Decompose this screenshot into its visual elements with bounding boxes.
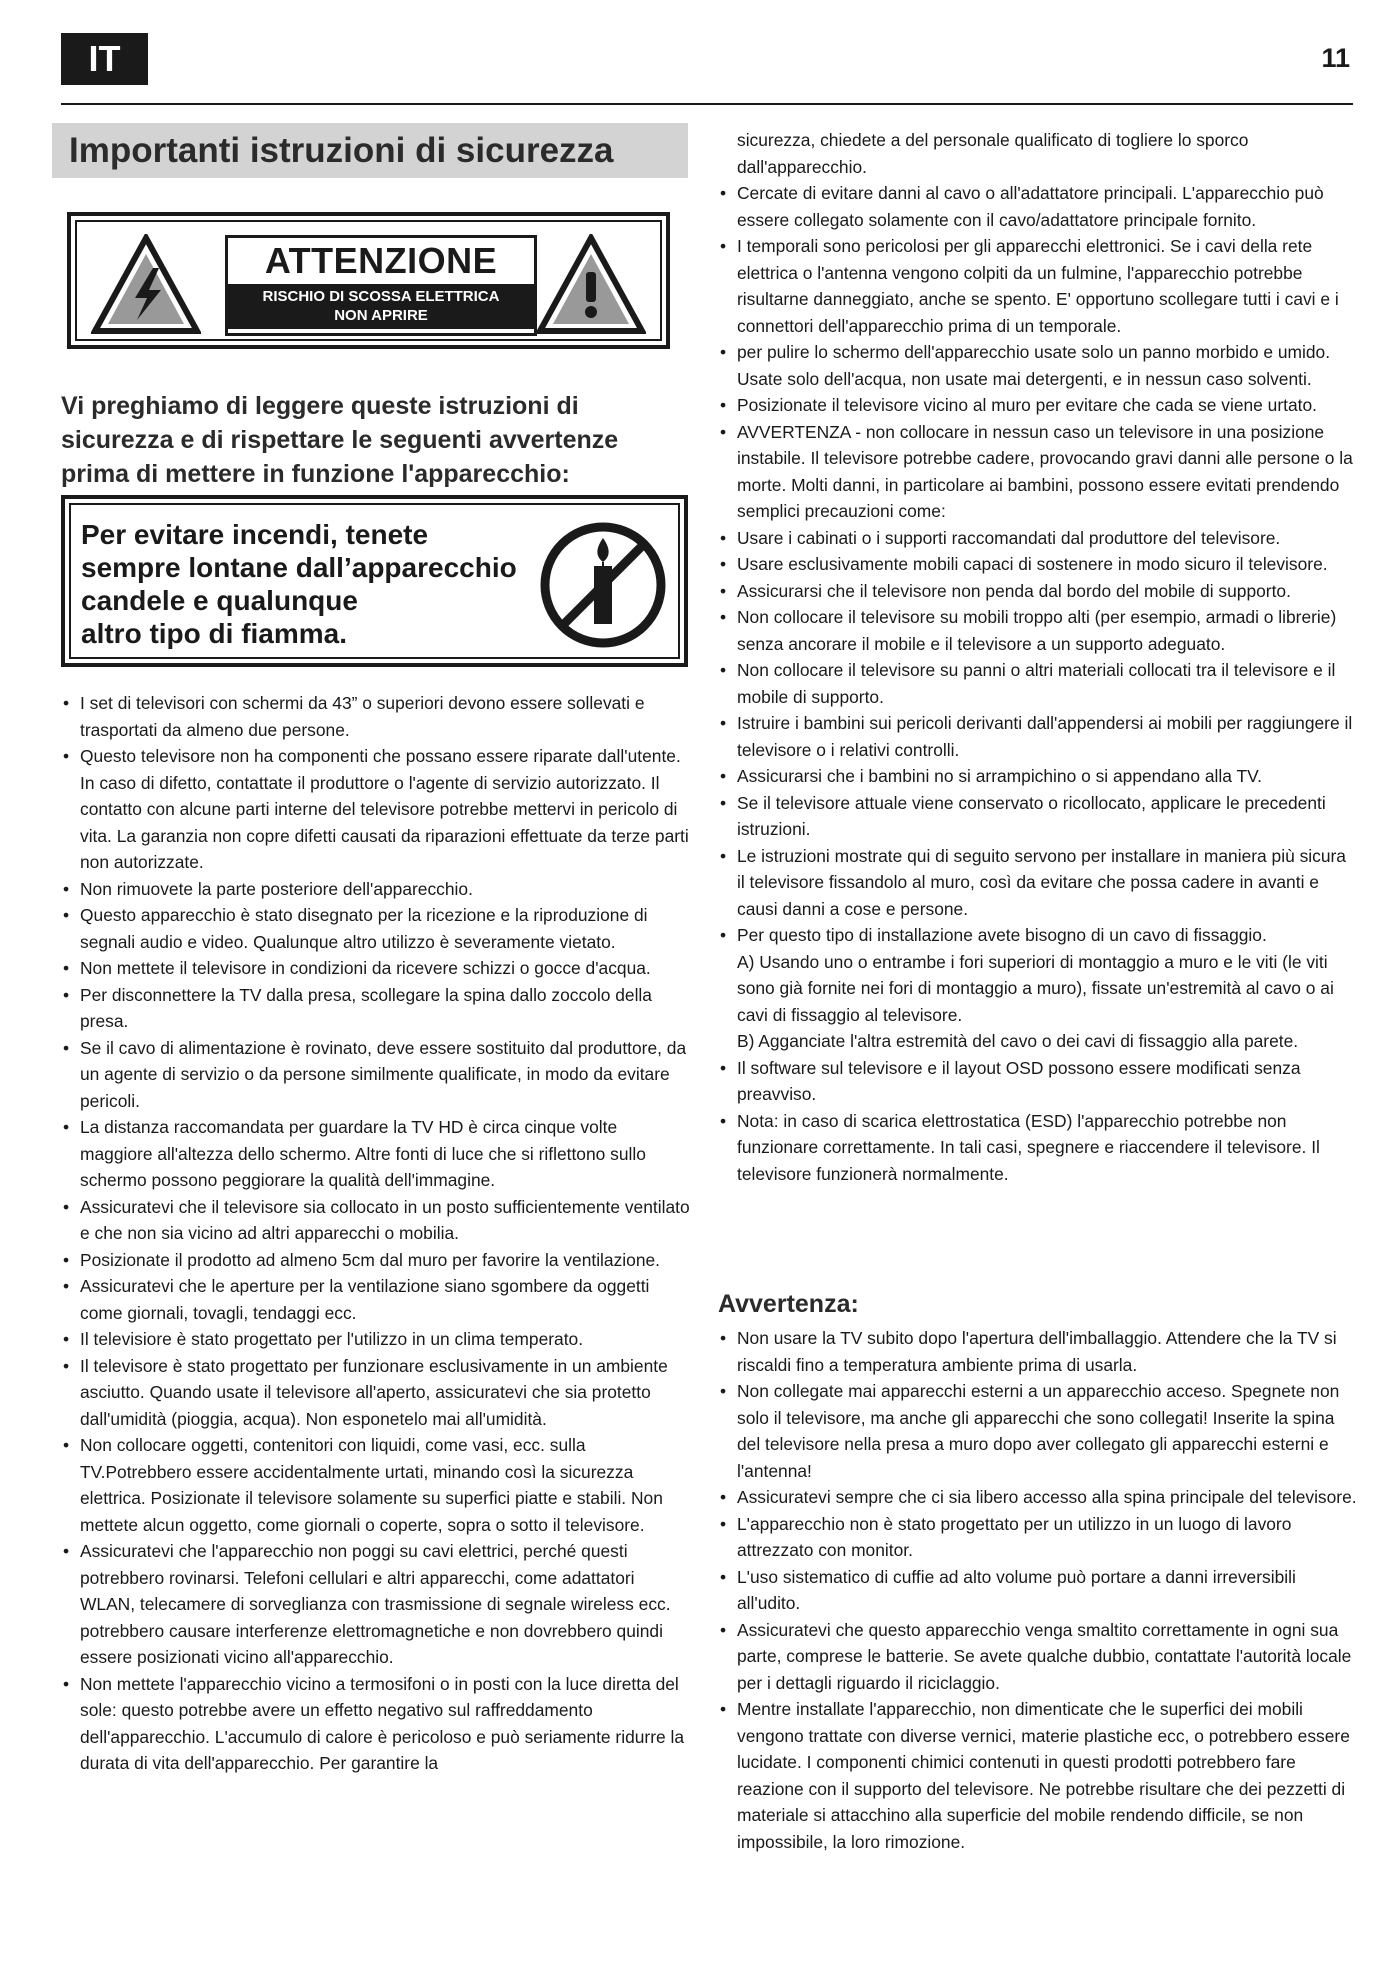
list-item: • Assicuratevi sempre che ci sia libero accesso alla spina principale del televisore. <box>718 1484 1358 1511</box>
fire-warning-box <box>61 495 688 667</box>
list-item: • Se il cavo di alimentazione è rovinato, deve essere sostituito dal produttore, da un agente di servizio o da persone similmente qualificate, in modo da evitare pericoli. <box>61 1035 691 1115</box>
install-step-b: B) Agganciate l'altra estremità del cavo o dei cavi di fissaggio alla parete. <box>737 1031 1299 1051</box>
fire-line: candele e qualunque <box>81 585 358 616</box>
language-tag: IT <box>61 33 148 85</box>
list-item: • Usare esclusivamente mobili capaci di sostenere in modo sicuro il televisore. <box>718 551 1358 578</box>
list-item: • Non mettete il televisore in condizioni da ricevere schizzi o gocce d'acqua. <box>61 955 691 982</box>
fire-line: Per evitare incendi, tenete <box>81 519 429 550</box>
fire-line: sempre lontane dall’apparecchio <box>81 552 517 583</box>
warning-subtext <box>228 284 534 329</box>
list-item: • Questo apparecchio è stato disegnato per la ricezione e la riproduzione di segnali audio e video. Qualunque altro utilizzo è severamente vietato. <box>61 902 691 955</box>
list-item: • Non collocare oggetti, contenitori con liquidi, come vasi, ecc. sulla TV.Potrebbero essere accidentalmente urtati, minando così la sicurezza elettrica. Posizionate il televisore solamente su superfici piatte e stabili. Non mettete alcun oggetto, come giornali o coperte, sopra o sotto il televisore. <box>61 1432 691 1538</box>
page-number: 11 <box>1321 43 1350 73</box>
exclamation-triangle-icon <box>536 234 646 335</box>
list-item: • Nota: in caso di scarica elettrostatica (ESD) l'apparecchio potrebbe non funzionare correttamente. In tali casi, spegnere e riaccendere il televisore. Il televisore funzionerà normalmente. <box>718 1108 1358 1188</box>
list-item: • Assicuratevi che l'apparecchio non poggi su cavi elettrici, perché questi potrebbero rovinarsi. Telefoni cellulari e altri apparecchi, come adattatori WLAN, telecamere di sorveglianza con trasmissione di segnale wireless ecc. potrebbero causare interferenze elettromagnetiche e non dovrebbero quindi essere posizionati vicino all'apparecchio. <box>61 1538 691 1671</box>
list-item: • AVVERTENZA - non collocare in nessun caso un televisore in una posizione instabile. Il televisore potrebbe cadere, provocando gravi danni alle persone o la morte. Molti danni, in particolare ai bambini, possono essere evitati prendendo semplici precauzioni come: <box>718 419 1358 525</box>
page-title: Importanti istruzioni di sicurezza <box>69 131 614 170</box>
warning-section <box>718 1325 1358 1855</box>
list-item: • per pulire lo schermo dell'apparecchio usate solo un panno morbido e umido. Usate solo dell'acqua, non usate mai detergenti, e in nessun caso solventi. <box>718 339 1358 392</box>
list-item: • Questo televisore non ha componenti che possano essere riparate dall'utente. In caso di difetto, contattate il produttore o l'agente di servizio autorizzato. Il contatto con alcune parti interne del televisore potrebbe mettervi in pericolo di vita. La garanzia non copre difetti causati da riparazioni effettuate da terze parti non autorizzate. <box>61 743 691 876</box>
no-candle-icon <box>538 520 668 650</box>
list-item: • Il software sul televisore e il layout OSD possono essere modificati senza preavviso. <box>718 1055 1358 1108</box>
list-item: • I set di televisori con schermi da 43” o superiori devono essere sollevati e trasportati da almeno due persone. <box>61 690 691 743</box>
list-item: • Cercate di evitare danni al cavo o all'adattatore principali. L'apparecchio può essere collegato solamente con il cavo/adattatore principale fornito. <box>718 180 1358 233</box>
safety-list-right <box>718 180 1358 1187</box>
list-item: • Assicurarsi che i bambini no si arrampichino o si appendano alla TV. <box>718 763 1358 790</box>
list-item: • Non collocare il televisore su panni o altri materiali collocati tra il televisore e il mobile di supporto. <box>718 657 1358 710</box>
list-item: • Per disconnettere la TV dalla presa, scollegare la spina dallo zoccolo della presa. <box>61 982 691 1035</box>
list-item: • Assicuratevi che il televisore sia collocato in un posto sufficientemente ventilato e che non sia vicino ad altri apparecchi o mobilia. <box>61 1194 691 1247</box>
list-item: • Assicurarsi che il televisore non penda dal bordo del mobile di supporto. <box>718 578 1358 605</box>
install-step-a: A) Usando uno o entrambe i fori superiori di montaggio a muro e le viti (le viti sono già fornite nei fori di montaggio a muro), fissate un'estremità al cavo o ai cavi di fissaggio al televisore. <box>737 951 1334 1025</box>
list-item: • Non rimuovete la parte posteriore dell'apparecchio. <box>61 876 691 903</box>
list-item: • Se il televisore attuale viene conservato o ricollocato, applicare le precedenti istruzioni. <box>718 790 1358 843</box>
title-band <box>52 123 688 178</box>
warning-section-heading: Avvertenza: <box>718 1290 859 1318</box>
warning-label <box>225 235 537 336</box>
list-item: • L'apparecchio non è stato progettato per un utilizzo in un luogo di lavoro attrezzato con monitor. <box>718 1511 1358 1564</box>
list-item: • Assicuratevi che questo apparecchio venga smaltito correttamente in ogni sua parte, comprese le batterie. Se avete qualche dubbio, contattate l'autorità locale per i dettagli riguardo il riciclaggio. <box>718 1617 1358 1697</box>
fire-warning-text <box>81 518 531 650</box>
electric-shock-warning-box <box>67 212 670 349</box>
list-item: • Il televisore è stato progettato per funzionare esclusivamente in un ambiente asciutto. Quando usate il televisore all'aperto, assicuratevi che sia protetto dall'umidità (pioggia, acqua). Non esponetelo mai all'umidità. <box>61 1353 691 1433</box>
continued-text: sicurezza, chiedete a del personale qualificato di togliere lo sporco dall'apparecchio. <box>737 130 1249 177</box>
list-item: • La distanza raccomandata per guardare la TV HD è circa cinque volte maggiore all'altezza dello schermo. Altre fonti di luce che si riflettono sullo schermo possono peggiorare la qualità dell'immagine. <box>61 1114 691 1194</box>
intro-text: Vi preghiamo di leggere queste istruzioni di sicurezza e di rispettare le seguenti avvertenze prima di mettere in funzione l'apparecchio: <box>61 392 619 488</box>
list-item: • Non mettete l'apparecchio vicino a termosifoni o in posti con la luce diretta del sole: questo potrebbe avere un effetto negativo sul raffreddamento dell'apparecchio. L'accumulo di calore è pericoloso e può seriamente ridurre la durata di vita dell'apparecchio. Per garantire la <box>61 1671 691 1777</box>
warning-line-2: NON APRIRE <box>334 307 428 324</box>
list-item: • Non collocare il televisore su mobili troppo alti (per esempio, armadi o librerie) senza ancorare il mobile e il televisore a un supporto adeguato. <box>718 604 1358 657</box>
warning-line-1: RISCHIO DI SCOSSA ELETTRICA <box>262 288 500 305</box>
header-rule <box>61 103 1353 105</box>
list-item: • L'uso sistematico di cuffie ad alto volume può portare a danni irreversibili all'udito. <box>718 1564 1358 1617</box>
list-item: • I temporali sono pericolosi per gli apparecchi elettronici. Se i cavi della rete elettrica o l'antenna vengono colpiti da un fulmine, l'apparecchio potrebbe risultarne danneggiato, anche se spento. E' opportuno scollegare tutti i cavi e i connettori dell'apparecchio prima di un temporale. <box>718 233 1358 339</box>
list-item: • Il televisiore è stato progettato per l'utilizzo in un clima temperato. <box>61 1326 691 1353</box>
fire-line: altro tipo di fiamma. <box>81 618 348 649</box>
right-column <box>718 127 1358 1187</box>
warning-heading: ATTENZIONE <box>228 238 534 284</box>
list-item-install <box>718 922 1358 1055</box>
left-column <box>61 690 691 1777</box>
list-item: • Le istruzioni mostrate qui di seguito servono per installare in maniera più sicura il televisore fissandolo al muro, così da evitare che possa cadere in avanti e causi danni a cose e persone. <box>718 843 1358 923</box>
list-item: • Posizionate il televisore vicino al muro per evitare che cada se viene urtato. <box>718 392 1358 419</box>
list-item: • Mentre installate l'apparecchio, non dimenticate che le superfici dei mobili vengono trattate con diverse vernici, materie plastiche ecc, o potrebbero essere lucidate. I componenti chimici contenuti in questi prodotti potrebbero fare reazione con il supporto del televisore. Ne potrebbe risultare che dei pezzetti di materiale si attacchino alla superficie del mobile rendendo difficile, se non impossibile, la loro rimozione. <box>718 1696 1358 1855</box>
list-item: • Non usare la TV subito dopo l'apertura dell'imballaggio. Attendere che la TV si riscaldi fino a temperatura ambiente prima di usarla. <box>718 1325 1358 1378</box>
list-item: • Posizionate il prodotto ad almeno 5cm dal muro per favorire la ventilazione. <box>61 1247 691 1274</box>
list-item: • Non collegate mai apparecchi esterni a un apparecchio acceso. Spegnete non solo il televisore, ma anche gli apparecchi che sono collegati! Inserite la spina del televisore nella presa a muro dopo aver collegato gli apparecchi esterni e l'antenna! <box>718 1378 1358 1484</box>
electric-shock-triangle-icon <box>91 234 201 335</box>
safety-list-left <box>61 690 691 1777</box>
list-item-text: • Per questo tipo di installazione avete bisogno di un cavo di fissaggio. <box>737 925 1267 945</box>
warning-list <box>718 1325 1358 1855</box>
list-item: • Assicuratevi che le aperture per la ventilazione siano sgombere da oggetti come giornali, tovagli, tendaggi ecc. <box>61 1273 691 1326</box>
list-item: • Istruire i bambini sui pericoli derivanti dall'appendersi ai mobili per raggiungere il televisore o i relativi controlli. <box>718 710 1358 763</box>
list-item: • Usare i cabinati o i supporti raccomandati dal produttore del televisore. <box>718 525 1358 552</box>
